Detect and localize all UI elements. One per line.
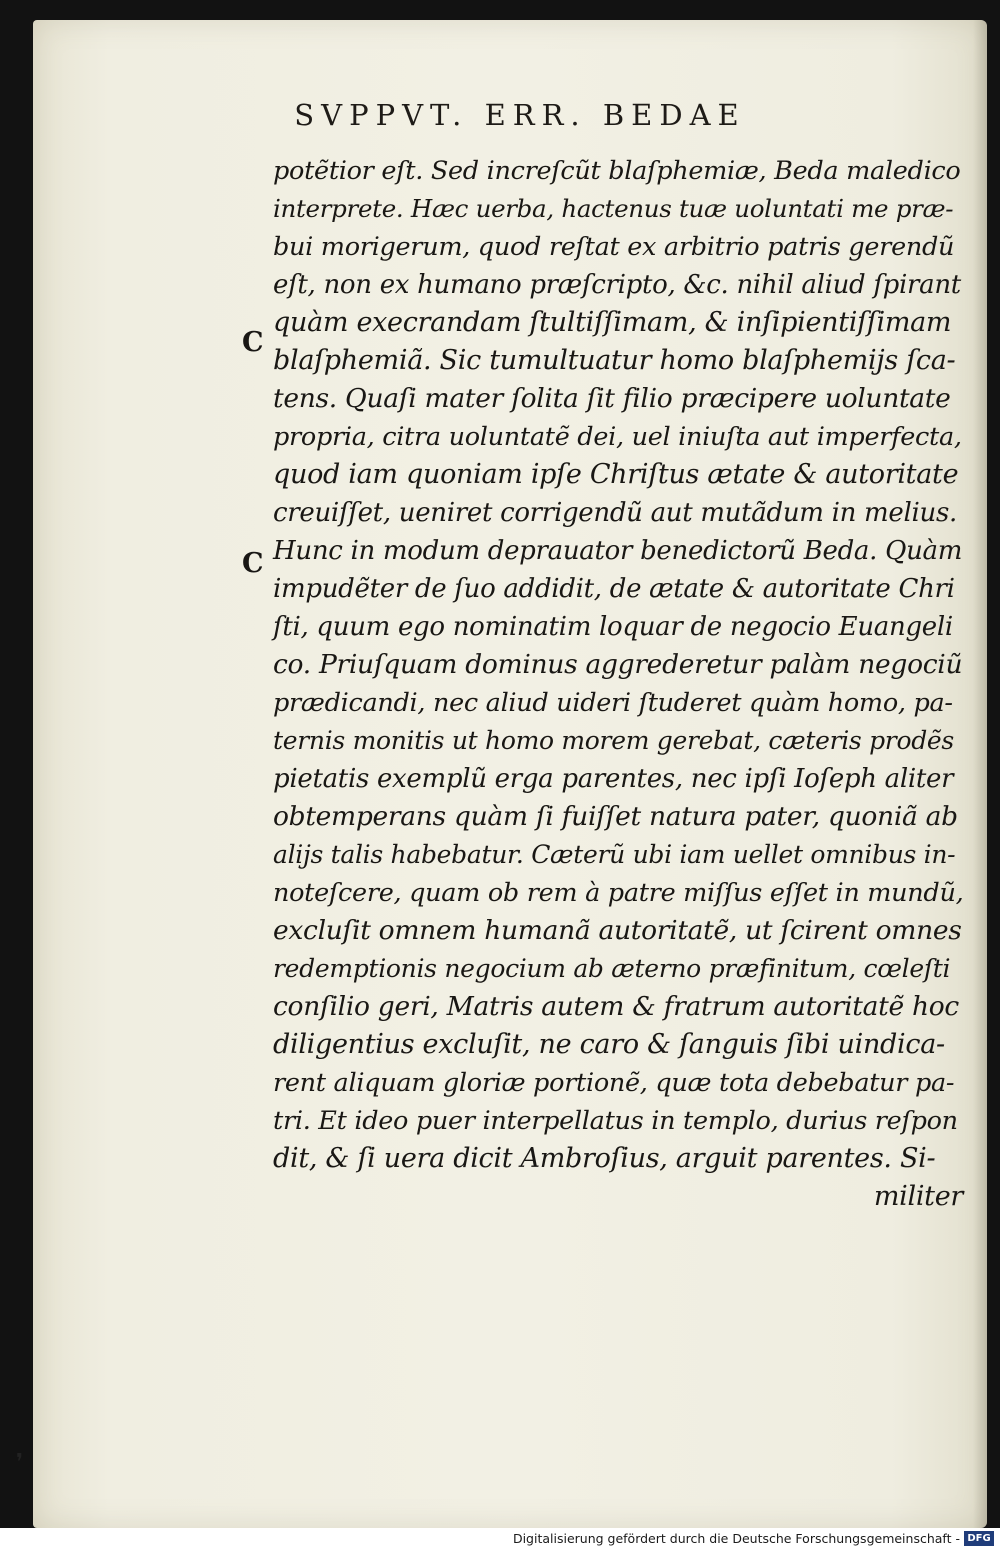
running-head: SVPPVT. ERR. BEDAE [294,98,746,132]
text-line: excluſit omnem humanã autoritatẽ, ut ſcirent omnes [273,915,962,946]
text-line: alijs talis habebatur. Cæterũ ubi iam uellet omnibus in- [273,840,956,869]
catchword: militer [873,1181,963,1212]
text-line: prædicandi, nec aliud uideri ſtuderet quàm homo, pa- [273,688,953,718]
attribution-bar [0,1528,1000,1550]
text-line: ſti, quum ego nominatim loquar de negocio Euangeli [273,612,953,642]
text-line: tri. Et ideo puer interpellatus in templo, durius reſpon [273,1106,958,1136]
text-line: noteſcere, quam ob rem à patre miſſus eſſet in mundũ, [273,878,964,908]
text-line: redemptionis negocium ab æterno præfinitum, cœleſti [273,954,951,983]
binding-mark-icon: ❜ [16,1450,24,1475]
text-line: tens. Quaſi mater ſolita ſit filio præcipere uoluntate [273,383,951,414]
attribution-text: Digitalisierung gefördert durch die Deutsche Forschungsgemeinschaft - [512,1531,960,1546]
dfg-logo-icon: DFG [964,1531,994,1546]
book-page [33,20,987,1528]
text-line: propria, citra uoluntatẽ dei, uel iniuſta aut imperfecta, [273,422,962,452]
text-line: rent aliquam gloriæ portionẽ, quæ tota debebatur pa- [273,1068,955,1098]
text-line: creuiſſet, ueniret corrigendũ aut mutãdum in melius. [273,498,957,528]
text-line: diligentius excluſit, ne caro & ſanguis ſibi uindica- [273,1029,945,1060]
text-line: potẽtior eſt. Sed increſcũt blaſphemiæ, Beda maledico [273,156,961,186]
paragraph-mark: C [242,327,264,358]
text-line: pietatis exemplũ erga parentes, nec ipſi Ioſeph aliter [273,764,954,794]
paragraph-mark: C [242,548,264,579]
text-line: quod iam quoniam ipſe Chriſtus ætate & autoritate [273,459,959,490]
text-line: bui morigerum, quod reſtat ex arbitrio patris gerendũ [273,232,955,262]
text-line: Hunc in modum deprauator benedictorũ Beda. Quàm [273,536,963,566]
text-line: co. Priuſquam dominus aggrederetur palàm negociũ [273,649,963,680]
text-line: ternis monitis ut homo morem gerebat, cæteris prodẽs [273,726,954,755]
text-line: eſt, non ex humano præſcripto, &c. nihil aliud ſpirant [273,270,961,300]
text-line: dit, & ſi uera dicit Ambroſius, arguit parentes. Si- [273,1143,936,1174]
text-line: quàm execrandam ſtultiſſimam, & inſipientiſſimam [273,307,952,338]
text-line: conſilio geri, Matris autem & fratrum autoritatẽ hoc [273,991,959,1022]
text-line: obtemperans quàm ſi fuiſſet natura pater, quoniã ab [273,801,958,832]
text-line: interprete. Hæc uerba, hactenus tuæ uoluntati me præ- [273,194,954,223]
text-line: blaſphemiã. Sic tumultuatur homo blaſphemijs ſca- [273,345,956,376]
text-line: impudẽter de ſuo addidit, de ætate & autoritate Chri [273,574,955,604]
